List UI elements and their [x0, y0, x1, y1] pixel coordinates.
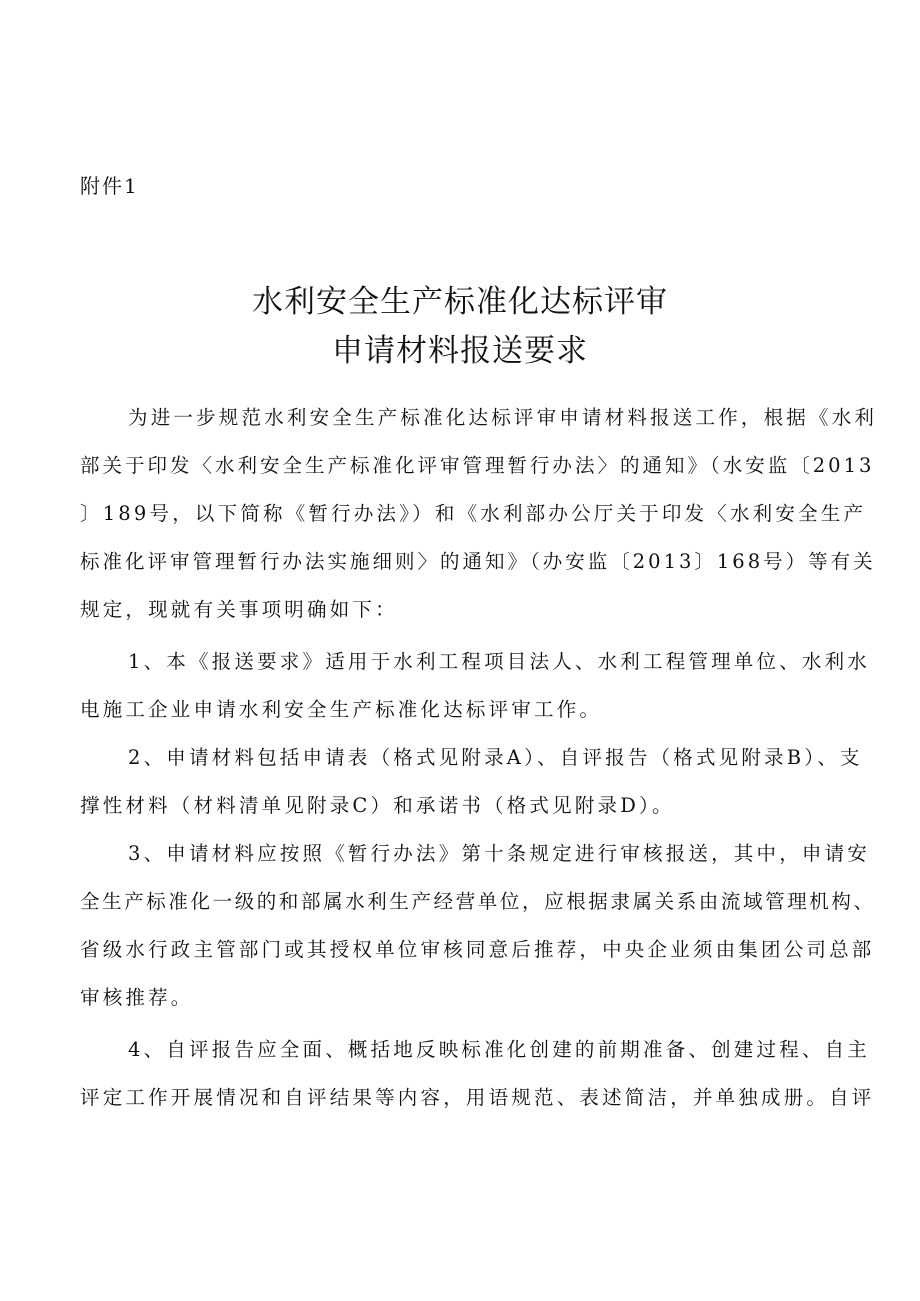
document-title-line-1: 水利安全生产标准化达标评审 — [252, 284, 668, 320]
body-line: 1、本《报送要求》适用于水利工程项目法人、水利工程管理单位、水利水 — [128, 650, 871, 673]
body-line: 撑性材料（材料清单见附录C）和承诺书（格式见附录D）。 — [80, 794, 675, 817]
body-line: 规定，现就有关事项明确如下： — [80, 598, 398, 621]
body-line: 省级水行政主管部门或其授权单位审核同意后推荐，中央企业须由集团公司总部 — [80, 938, 875, 961]
body-line: 电施工企业申请水利安全生产标准化达标评审工作。 — [80, 698, 603, 721]
body-line: 3、申请材料应按照《暂行办法》第十条规定进行审核报送，其中，申请安 — [128, 842, 871, 865]
body-line: 标准化评审管理暂行办法实施细则〉的通知》（办安监〔2013〕168号）等有关 — [80, 550, 876, 573]
body-line: 部关于印发〈水利安全生产标准化评审管理暂行办法〉的通知》（水安监〔2013 — [80, 454, 875, 477]
body-line: 全生产标准化一级的和部属水利生产经营单位，应根据隶属关系由流域管理机构、 — [80, 890, 876, 913]
body-line: 〕189号，以下简称《暂行办法》）和《水利部办公厅关于印发〈水利安全生产 — [80, 502, 867, 525]
document-title-line-2: 申请材料报送要求 — [332, 333, 588, 369]
body-line: 为进一步规范水利安全生产标准化达标评审申请材料报送工作，根据《水利 — [128, 406, 878, 429]
body-line: 审核推荐。 — [80, 986, 194, 1009]
attachment-label: 附件1 — [80, 174, 139, 198]
body-line: 2、申请材料包括申请表（格式见附录A）、自评报告（格式见附录B）、支 — [128, 746, 863, 769]
body-line: 4、自评报告应全面、概括地反映标准化创建的前期准备、创建过程、自主 — [128, 1038, 871, 1061]
body-line: 评定工作开展情况和自评结果等内容，用语规范、表述简洁，并单独成册。自评 — [80, 1086, 875, 1109]
